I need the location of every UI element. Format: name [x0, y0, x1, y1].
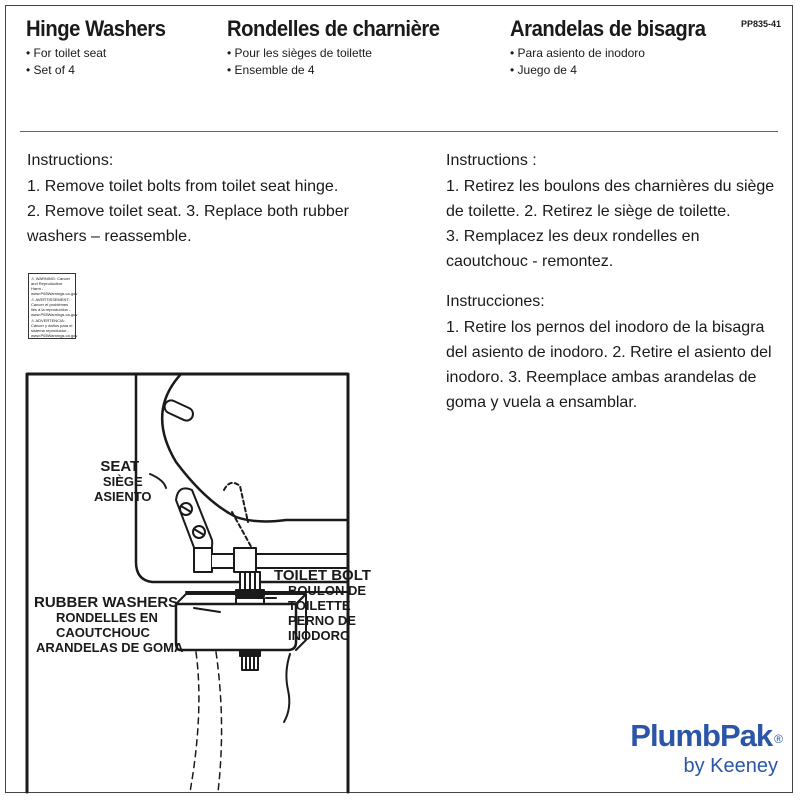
bullet-item: • For toilet seat: [26, 45, 106, 62]
instruction-line: 1. Retirez les boulons des charnières du siège: [446, 178, 775, 195]
hinge-block: [194, 548, 212, 572]
seat-outline: [162, 374, 348, 521]
instruction-line: goma y vuela a ensamblar.: [446, 394, 638, 411]
hinge-post: [234, 548, 256, 572]
title-fr: Rondelles de charnière: [227, 16, 440, 41]
title-en: Hinge Washers: [26, 16, 166, 41]
instruction-line: 1. Remove toilet bolts from toilet seat hinge.: [27, 178, 339, 195]
brand-logo: [630, 719, 782, 779]
label-washers: RUBBER WASHERS RONDELLES EN CAOUTCHOUC ARANDELAS DE GOMA: [34, 594, 184, 655]
sku-code: PP835-41: [741, 19, 782, 29]
bullets-en: [26, 45, 106, 79]
instruction-line: inodoro. 3. Reemplace ambas arandelas de: [446, 369, 757, 386]
registered-mark: ®: [774, 732, 782, 746]
label-toilet-bolt: TOILET BOLT BOULON DE TOILETTE PERNO DE INODORO: [274, 567, 371, 643]
instruction-line: washers – reassemble.: [27, 228, 192, 245]
instruction-line: de toilette. 2. Retirez le siège de toilette.: [446, 203, 731, 220]
bullet-item: • Pour les sièges de toilette: [227, 45, 372, 62]
instructions-heading: Instructions:: [27, 152, 114, 169]
prop65-warning-box: [28, 273, 76, 339]
divider: [20, 131, 778, 132]
brand-name: PlumbPak ®: [630, 718, 782, 753]
warning-line: ⚠ WARNING: Cancer and Reproductive Harm - www.P65Warnings.ca.gov: [31, 276, 78, 296]
instructions-es: [446, 289, 772, 415]
bullets-es: [510, 45, 645, 79]
label-seat: SEAT SIÈGE ASIENTO: [94, 458, 152, 504]
bullet-item: • Para asiento de inodoro: [510, 45, 645, 62]
instruction-line: caoutchouc - remontez.: [446, 253, 614, 270]
warning-line: ⚠ ADVERTENCIA: Cáncer y daños para el sistema reproductor - www.P65Warnings.ca.gov: [31, 318, 78, 338]
installation-diagram: [26, 372, 371, 792]
instructions-en: [27, 148, 349, 249]
bullet-item: • Juego de 4: [510, 62, 645, 79]
leader-seat: [150, 474, 166, 488]
instruction-line: del asiento de inodoro. 2. Retire el asiento del: [446, 344, 772, 361]
instruction-line: 3. Remplacez les deux rondelles en: [446, 228, 700, 245]
bullet-item: • Ensemble de 4: [227, 62, 372, 79]
instruction-line: 2. Remove toilet seat. 3. Replace both rubber: [27, 203, 349, 220]
bullets-fr: [227, 45, 372, 79]
bowl-dashed: [190, 652, 199, 792]
instructions-heading: Instrucciones:: [446, 293, 545, 310]
instructions-fr: [446, 148, 774, 274]
instruction-line: 1. Retire los pernos del inodoro de la bisagra: [446, 319, 765, 336]
pipe-curve: [284, 654, 290, 722]
title-es: Arandelas de bisagra: [510, 16, 706, 41]
instructions-heading: Instructions :: [446, 152, 537, 169]
warning-line: ⚠ AVERTISSEMENT: Cancer et problèmes liés à la reproduction - www.P65Warnings.ca.gov: [31, 297, 78, 317]
brand-byline: by Keeney: [683, 755, 778, 777]
hinge-slot-icon: [162, 398, 195, 422]
bullet-item: • Set of 4: [26, 62, 106, 79]
